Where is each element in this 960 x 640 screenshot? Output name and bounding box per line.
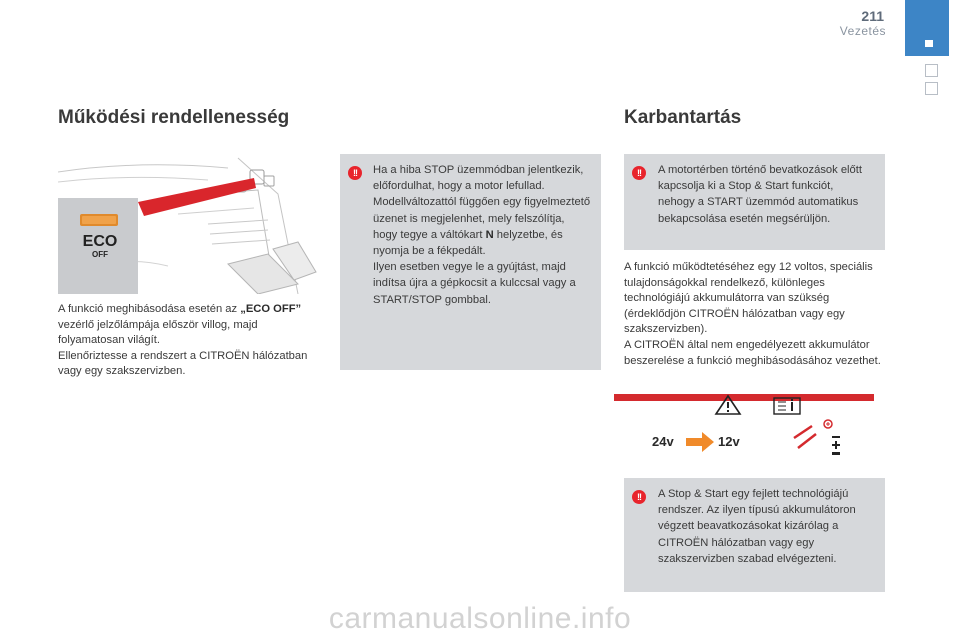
battery-label-illustration bbox=[614, 394, 874, 464]
chapter-title: Vezetés bbox=[839, 24, 886, 38]
battery-label-svg bbox=[614, 394, 874, 464]
gear-n-bold: N bbox=[485, 228, 494, 241]
section-title-malfunction: Működési rendellenesség bbox=[58, 107, 290, 128]
battery-paragraph-1: A funkció működtetéséhez egy 12 voltos, speciális tulajdonságokkal rendelkező, különleges technológiájú akkumulátorra van szükség (érdeklődjön CITROËN hálózatban vagy egy szakszervizben). bbox=[624, 261, 873, 336]
stop-mode-text bbox=[373, 162, 591, 308]
technology-text: A Stop & Start egy fejlett technológiájú rendszer. Az ilyen típusú akkumulátoron végzett beavatkozásokat kizárólag a CITROËN hálózatban vagy egy szakszervizben szabad elvégezteni. bbox=[658, 488, 856, 565]
malfunction-paragraph-2: Ellenőriztesse a rendszert a CITROËN hálózatban vagy egy szakszervizben. bbox=[58, 349, 308, 378]
dashboard-illustration bbox=[58, 154, 320, 294]
warning-note-engine-bay bbox=[624, 154, 885, 250]
malfunction-paragraph-1 bbox=[58, 302, 320, 349]
section-title-maintenance: Karbantartás bbox=[624, 107, 742, 128]
warning-icon: !! bbox=[632, 166, 646, 180]
warning-icon: !! bbox=[348, 166, 362, 180]
label-to-voltage: 12v bbox=[718, 434, 740, 449]
warning-icon: !! bbox=[632, 490, 646, 504]
chapter-tab-empty[interactable] bbox=[925, 82, 938, 95]
text-span: Modellváltozattól függően egy figyelmeztető üzenet is megjelenhet, mely felszólítja, hogy tegye a váltókart bbox=[373, 196, 591, 241]
malfunction-text bbox=[58, 302, 320, 380]
text-span: helyzetbe, és nyomja be a fékpedált. bbox=[373, 228, 563, 258]
off-label: OFF bbox=[92, 250, 108, 259]
battery-text bbox=[624, 260, 886, 369]
warning-note-stop-mode bbox=[340, 154, 601, 370]
note-line: Ilyen esetben vegye le a gyújtást, majd indítsa újra a gépkocsit a kulccsal vagy a START/STOP gombbal. bbox=[373, 261, 576, 306]
note-line: Ha a hiba STOP üzemmódban jelentkezik, előfordulhat, hogy a motor lefullad. bbox=[373, 164, 584, 193]
text-span: vezérlő jelzőlámpája először villog, majd folyamatosan világít. bbox=[58, 318, 258, 347]
label-from-voltage: 24v bbox=[652, 434, 674, 449]
engine-bay-text: A motortérben történő bevatkozások előtt kapcsolja ki a Stop & Start funkciót, nehogy a START üzemmód automatikus bekapcsolása esetén megsérüljön. bbox=[658, 164, 862, 225]
chapter-tab-empty[interactable] bbox=[925, 64, 938, 77]
dashboard-illustration-svg bbox=[58, 154, 320, 294]
note-line bbox=[373, 194, 591, 259]
chapter-tab-active[interactable] bbox=[905, 0, 949, 56]
warning-note-technology bbox=[624, 478, 885, 592]
page-number: 211 bbox=[861, 8, 884, 24]
watermark: carmanualsonline.info bbox=[328, 602, 632, 635]
eco-off-button bbox=[78, 234, 122, 260]
square-icon bbox=[925, 40, 933, 47]
eco-label: ECO bbox=[82, 233, 118, 250]
eco-off-bold: „ECO OFF” bbox=[240, 303, 302, 315]
text-span: A funkció meghibásodása esetén az bbox=[58, 303, 241, 315]
battery-paragraph-2: A CITROËN által nem engedélyezett akkumulátor beszerelése a funkció meghibásodásához vezethet. bbox=[624, 338, 881, 367]
